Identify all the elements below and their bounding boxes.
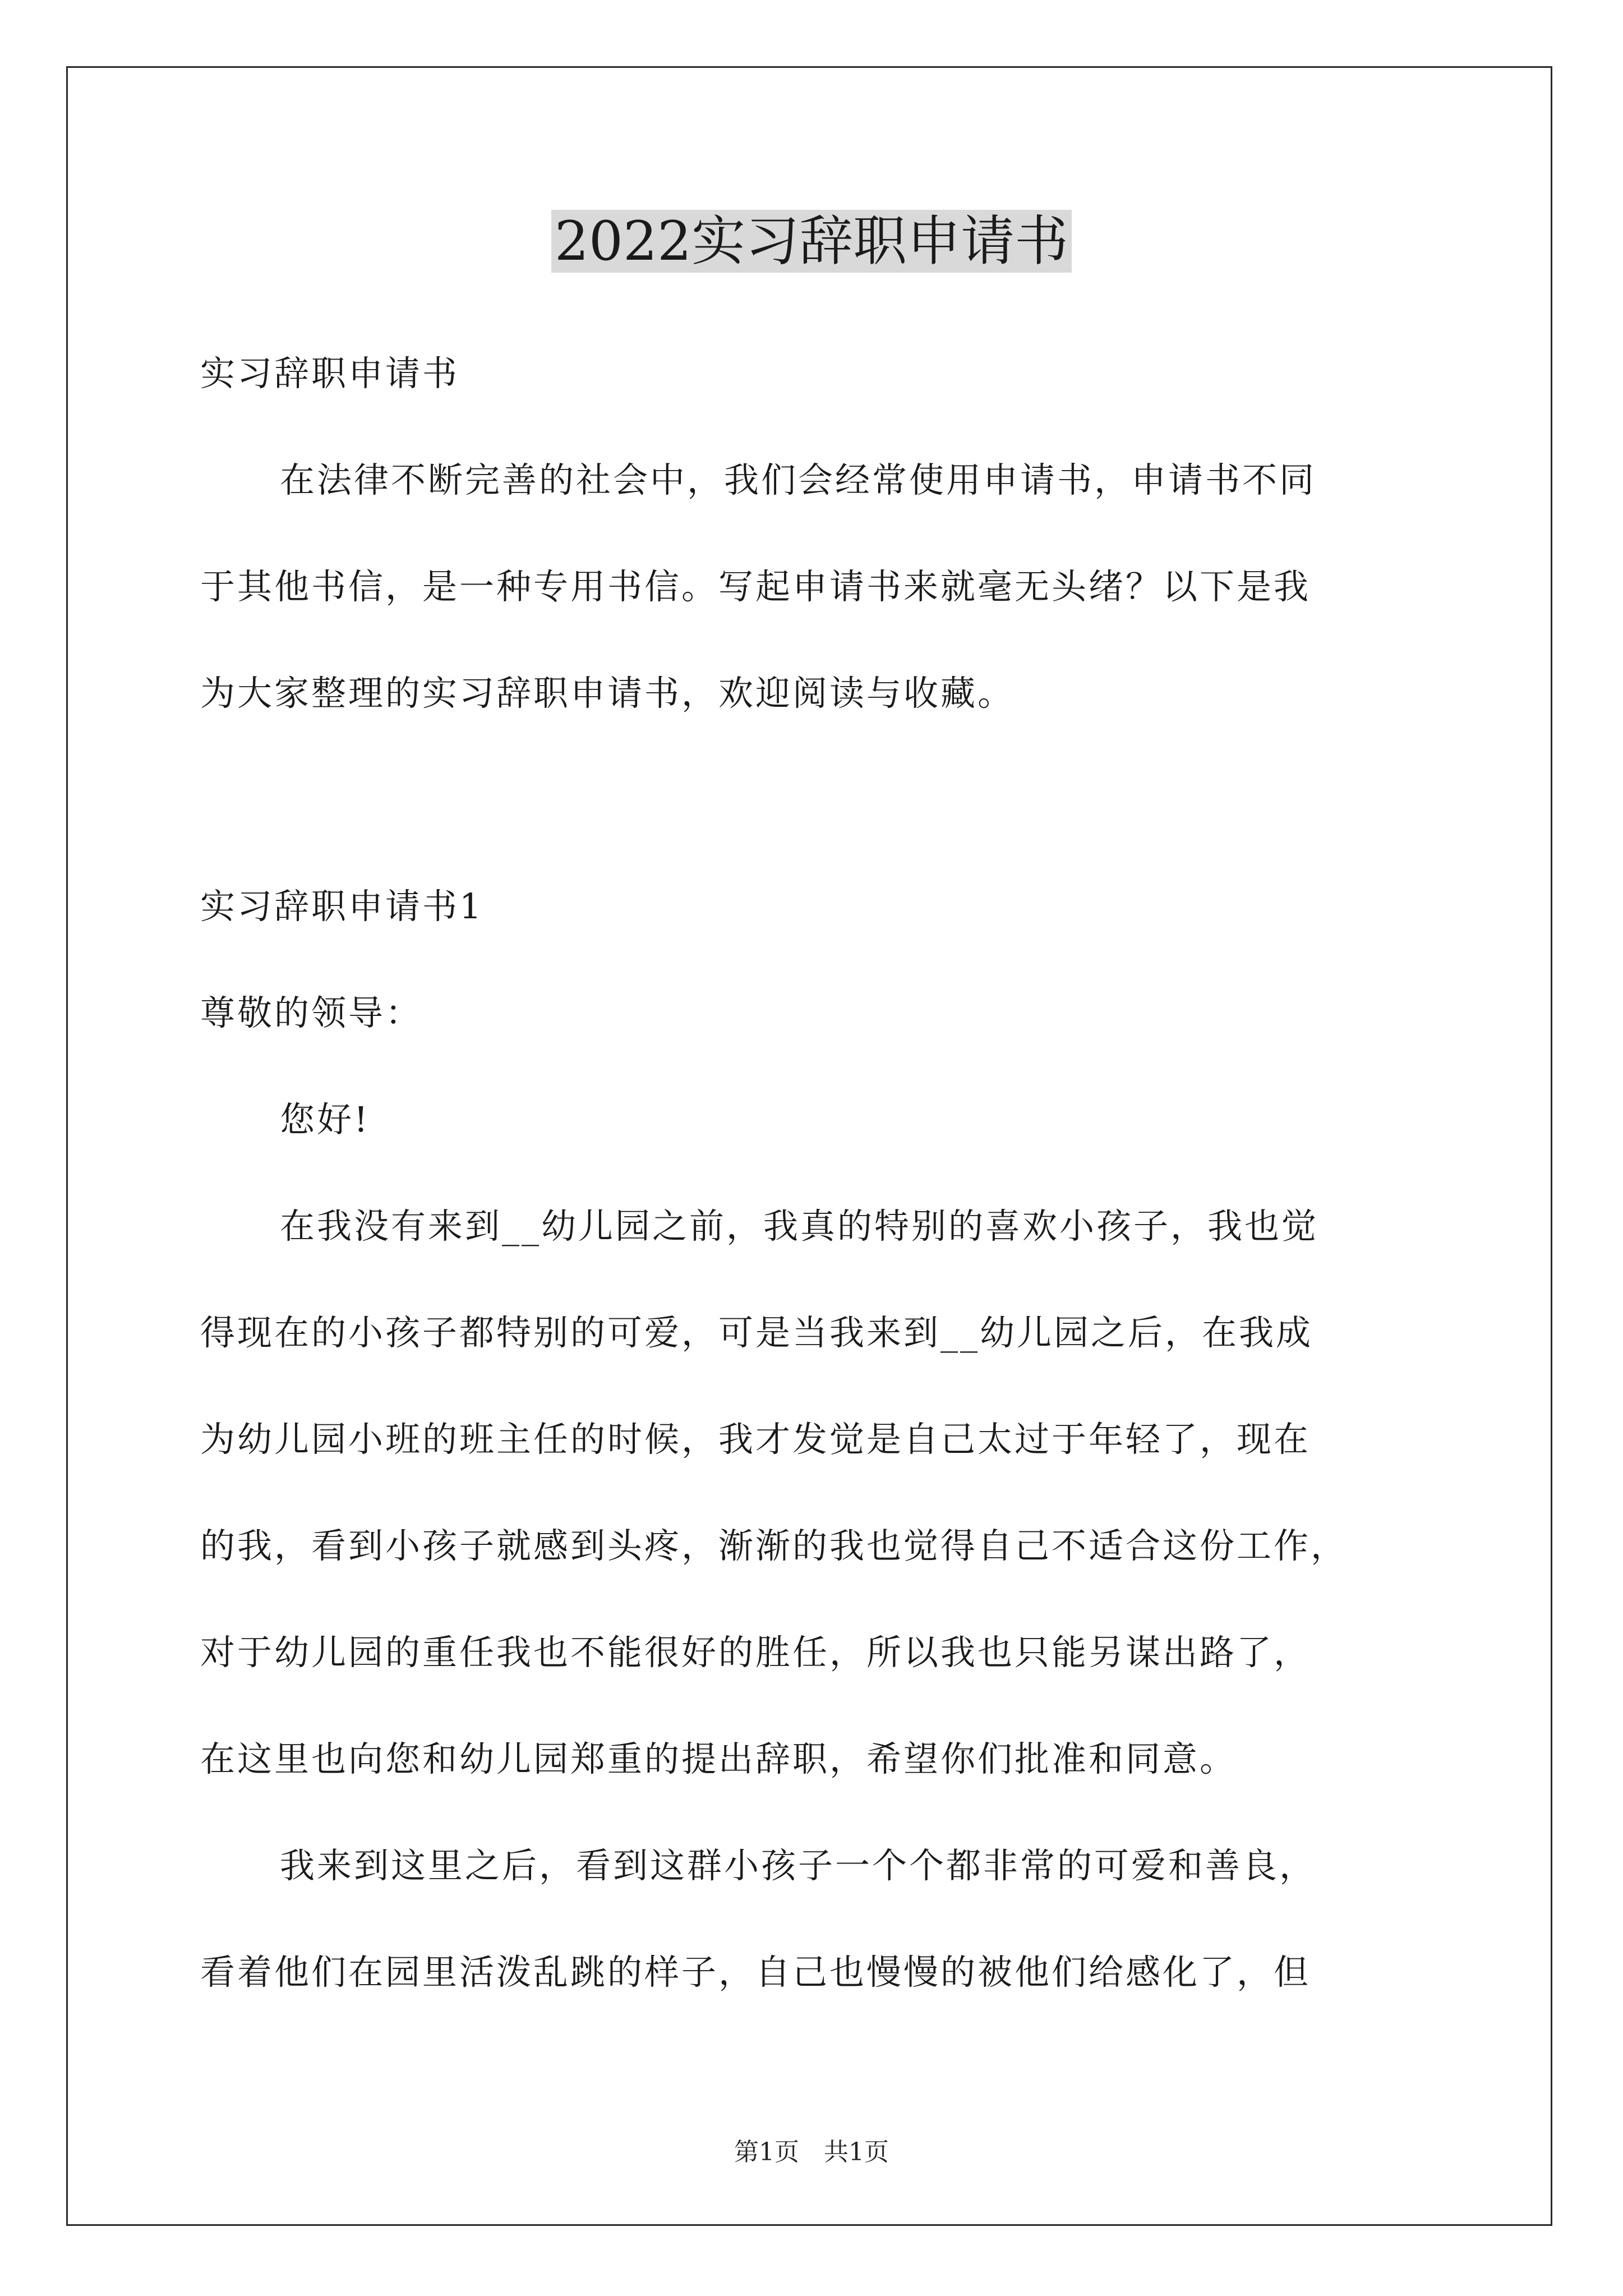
body-line: 为幼儿园小班的班主任的时候，我才发觉是自己太过于年轻了，现在 [200,1419,1311,1460]
body-line: 在法律不断完善的社会中，我们会经常使用申请书，申请书不同 [280,459,1317,500]
body-line: 得现在的小孩子都特别的可爱，可是当我来到__幼儿园之后，在我成 [200,1312,1313,1353]
body-line: 对于幼儿园的重任我也不能很好的胜任，所以我也只能另谋出路了， [200,1632,1311,1673]
body-line: 在我没有来到__幼儿园之前，我真的特别的喜欢小孩子，我也觉 [280,1205,1319,1246]
body-line: 为大家整理的实习辞职申请书，欢迎阅读与收藏。 [200,673,1015,714]
body-line: 尊敬的领导： [200,992,423,1033]
body-line: 看着他们在园里活泼乱跳的样子，自己也慢慢的被他们给感化了，但 [200,1952,1311,1993]
body-line: 在这里也向您和幼儿园郑重的提出辞职，希望你们批准和同意。 [200,1738,1237,1779]
body-line: 实习辞职申请书 [200,353,460,394]
body-line: 我来到这里之后，看到这群小孩子一个个都非常的可爱和善良， [280,1845,1317,1886]
page-footer: 第1页 共1页 [734,2138,889,2166]
body-line: 的我，看到小孩子就感到头疼，渐渐的我也觉得自己不适合这份工作， [200,1525,1348,1566]
body-line: 您好! [280,1099,370,1140]
document-title [0,199,1623,283]
body-line: 于其他书信，是一种专用书信。写起申请书来就毫无头绪？以下是我 [200,566,1311,607]
body-line: 实习辞职申请书1 [200,886,484,927]
document-title-text: 2022实习辞职申请书 [551,210,1072,273]
